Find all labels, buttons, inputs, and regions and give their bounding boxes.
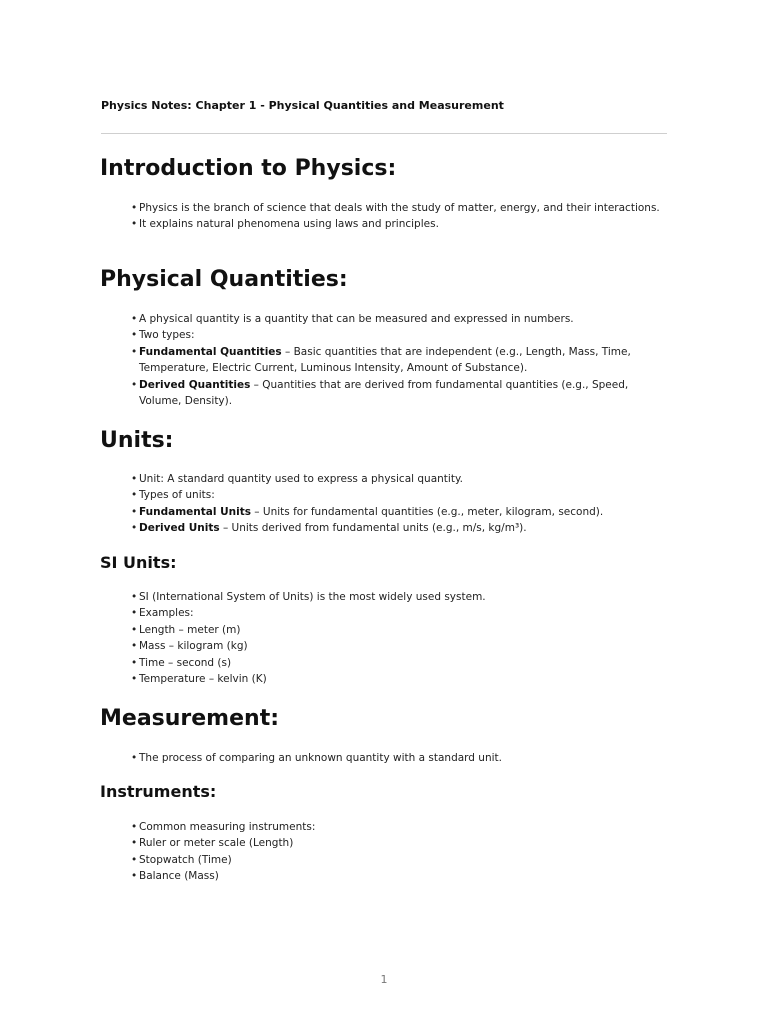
list-item bbox=[131, 835, 661, 851]
list-item bbox=[131, 216, 661, 232]
units-bullet-list bbox=[131, 471, 661, 537]
list-item-text: A physical quantity is a quantity that can be measured and expressed in numbers. bbox=[139, 313, 574, 325]
heading-measurement: Measurement: bbox=[100, 706, 280, 731]
list-item bbox=[131, 868, 661, 884]
list-item bbox=[131, 327, 661, 343]
list-item bbox=[131, 504, 661, 520]
page-number: 1 bbox=[380, 973, 388, 986]
list-item-text: Mass – kilogram (kg) bbox=[139, 640, 248, 653]
list-item bbox=[131, 671, 661, 687]
heading-physical-quantities: Physical Quantities: bbox=[100, 267, 348, 292]
term-fundamental-quantities: Fundamental Quantities bbox=[139, 345, 282, 358]
list-item bbox=[131, 852, 661, 868]
term-fundamental-units: Fundamental Units bbox=[139, 505, 251, 518]
list-item-text: Unit: A standard quantity used to express a physical quantity. bbox=[139, 473, 464, 485]
heading-instruments: Instruments: bbox=[100, 782, 217, 801]
list-item-text: Common measuring instruments: bbox=[139, 821, 316, 833]
list-item-text: Length – meter (m) bbox=[139, 623, 241, 636]
quantities-bullet-list bbox=[131, 311, 661, 409]
list-item bbox=[131, 750, 661, 766]
list-item-text: Two types: bbox=[139, 329, 195, 342]
term-derived-units: Derived Units bbox=[139, 522, 220, 535]
list-item-text: – Quantities that are derived from fundamental quantities (e.g., Speed, Volume, Density). bbox=[139, 378, 629, 408]
list-item-text: – Units for fundamental quantities (e.g., meter, kilogram, second). bbox=[250, 505, 604, 518]
instruments-bullet-list bbox=[131, 819, 661, 885]
list-item-text: Types of units: bbox=[139, 489, 215, 502]
heading-si-units: SI Units: bbox=[100, 553, 177, 572]
list-item bbox=[131, 819, 661, 835]
list-item bbox=[131, 377, 661, 410]
list-item bbox=[131, 622, 661, 638]
list-item bbox=[131, 200, 661, 216]
measurement-bullet-list bbox=[131, 750, 661, 766]
heading-introduction: Introduction to Physics: bbox=[100, 156, 397, 181]
list-item bbox=[131, 487, 661, 503]
list-item-text: Balance (Mass) bbox=[139, 870, 219, 883]
intro-bullet-list bbox=[131, 200, 661, 233]
list-item-text: Physics is the branch of science that deals with the study of matter, energy, and their interactions. bbox=[139, 202, 660, 214]
list-item bbox=[131, 605, 661, 621]
document-header-title: Physics Notes: Chapter 1 - Physical Quantities and Measurement bbox=[101, 99, 504, 112]
list-item-text: Ruler or meter scale (Length) bbox=[139, 837, 294, 850]
term-derived-quantities: Derived Quantities bbox=[139, 378, 251, 391]
list-item-text: Temperature – kelvin (K) bbox=[139, 673, 267, 686]
list-item-text: It explains natural phenomena using laws and principles. bbox=[139, 218, 439, 231]
list-item bbox=[131, 344, 661, 377]
header-divider bbox=[101, 133, 667, 134]
list-item-text: – Basic quantities that are independent (e.g., Length, Mass, Time, Temperature, Electric Current, Luminous Intensity, Amount of Substance). bbox=[139, 345, 631, 375]
list-item bbox=[131, 520, 661, 536]
list-item bbox=[131, 311, 661, 327]
list-item-text: The process of comparing an unknown quantity with a standard unit. bbox=[139, 752, 502, 764]
list-item bbox=[131, 589, 661, 605]
list-item bbox=[131, 655, 661, 671]
list-item-text: – Units derived from fundamental units (e.g., m/s, kg/m³). bbox=[219, 522, 527, 535]
list-item-text: Stopwatch (Time) bbox=[139, 853, 232, 866]
list-item bbox=[131, 638, 661, 654]
list-item-text: Examples: bbox=[139, 607, 194, 620]
list-item-text: SI (International System of Units) is the most widely used system. bbox=[139, 591, 486, 603]
list-item bbox=[131, 471, 661, 487]
list-item-text: Time – second (s) bbox=[139, 656, 232, 669]
heading-units: Units: bbox=[100, 428, 174, 453]
si-units-bullet-list bbox=[131, 589, 661, 687]
